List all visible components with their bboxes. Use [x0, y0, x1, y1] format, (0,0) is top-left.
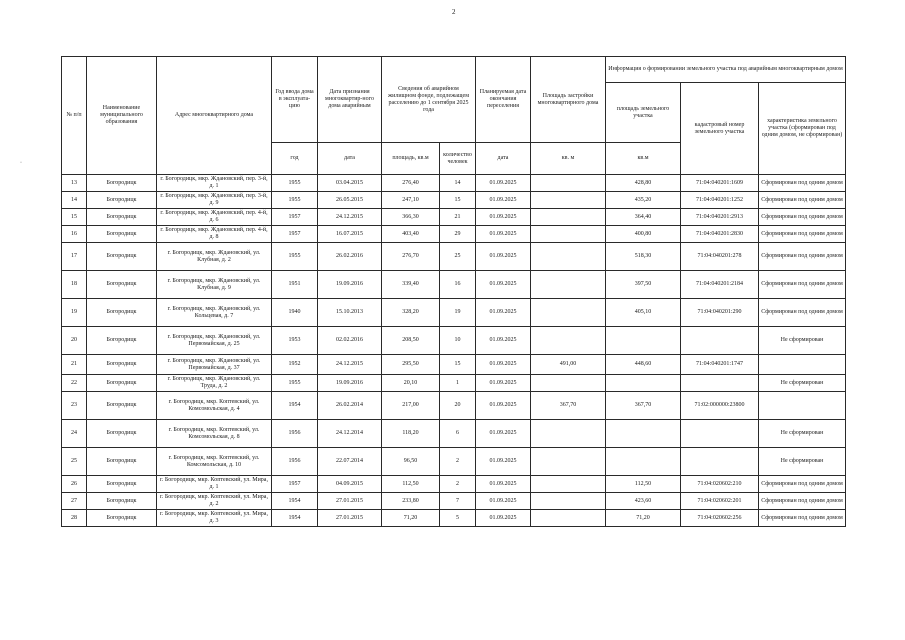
cell-address: г. Богородицк, мкр. Ждановский, пер. 3-й, д. 9 — [157, 192, 272, 209]
cell-building-area: 367,70 — [531, 392, 606, 420]
cell-people: 29 — [440, 226, 476, 243]
cell-characteristic: Сформирован под одним домом — [759, 175, 846, 192]
header-cadastral: кадастровый номер земельного участка — [681, 83, 759, 175]
cell-cadastral — [681, 420, 759, 448]
cell-planned-end: 01.09.2025 — [476, 209, 531, 226]
cell-characteristic: Сформирован под одним домом — [759, 226, 846, 243]
cell-num: 21 — [62, 355, 87, 375]
cell-area: 217,00 — [382, 392, 440, 420]
cell-municipality: Богородицк — [87, 271, 157, 299]
cell-area: 295,50 — [382, 355, 440, 375]
cell-recognition-date: 27.01.2015 — [318, 493, 382, 510]
cell-num: 25 — [62, 448, 87, 476]
cell-cadastral: 71:04:040201:2830 — [681, 226, 759, 243]
cell-area: 247,10 — [382, 192, 440, 209]
cell-building-area — [531, 209, 606, 226]
cell-people: 21 — [440, 209, 476, 226]
cell-planned-end: 01.09.2025 — [476, 271, 531, 299]
cell-municipality: Богородицк — [87, 510, 157, 527]
header-emergency-info: Сведения об аварийном жилищном фонде, подлежащем расселению до 1 сентября 2025 года — [382, 57, 476, 143]
cell-year: 1955 — [272, 243, 318, 271]
cell-year: 1957 — [272, 209, 318, 226]
cell-people: 1 — [440, 375, 476, 392]
cell-land-area: 112,50 — [606, 476, 681, 493]
cell-land-area: 448,60 — [606, 355, 681, 375]
cell-building-area — [531, 226, 606, 243]
cell-year: 1955 — [272, 375, 318, 392]
cell-address: г. Богородицк, мкр. Ждановский, пер. 4-й, д. 6 — [157, 209, 272, 226]
cell-num: 20 — [62, 327, 87, 355]
cell-building-area — [531, 510, 606, 527]
cell-recognition-date: 19.09.2016 — [318, 271, 382, 299]
cell-land-area: 364,40 — [606, 209, 681, 226]
table-row — [62, 327, 846, 355]
cell-area: 276,40 — [382, 175, 440, 192]
cell-people: 6 — [440, 420, 476, 448]
cell-planned-end: 01.09.2025 — [476, 327, 531, 355]
cell-building-area — [531, 175, 606, 192]
header-recognition-date: Дата признания многоквартир-ного дома аварийным — [318, 57, 382, 143]
cell-planned-end: 01.09.2025 — [476, 448, 531, 476]
cell-people: 7 — [440, 493, 476, 510]
cell-land-area — [606, 448, 681, 476]
cell-num: 19 — [62, 299, 87, 327]
cell-recognition-date: 24.12.2015 — [318, 355, 382, 375]
cell-planned-end: 01.09.2025 — [476, 510, 531, 527]
cell-planned-end: 01.09.2025 — [476, 175, 531, 192]
cell-year: 1956 — [272, 420, 318, 448]
cell-address: г. Богородицк, мкр. Коптевский, ул. Комсомольская, д. 8 — [157, 420, 272, 448]
cell-building-area — [531, 448, 606, 476]
cell-municipality: Богородицк — [87, 327, 157, 355]
table-row — [62, 375, 846, 392]
cell-recognition-date: 24.12.2014 — [318, 420, 382, 448]
cell-area: 96,50 — [382, 448, 440, 476]
cell-num: 27 — [62, 493, 87, 510]
cell-municipality: Богородицк — [87, 448, 157, 476]
table-row — [62, 299, 846, 327]
cell-building-area — [531, 420, 606, 448]
cell-building-area — [531, 192, 606, 209]
cell-area: 208,50 — [382, 327, 440, 355]
unit-area: площадь, кв.м — [382, 143, 440, 175]
page-number: 2 — [452, 8, 456, 16]
cell-address: г. Богородицк, мкр. Ждановский, ул. Клубная, д. 9 — [157, 271, 272, 299]
cell-planned-end: 01.09.2025 — [476, 299, 531, 327]
cell-building-area — [531, 493, 606, 510]
cell-num: 16 — [62, 226, 87, 243]
cell-building-area — [531, 299, 606, 327]
cell-municipality: Богородицк — [87, 299, 157, 327]
cell-num: 23 — [62, 392, 87, 420]
cell-year: 1954 — [272, 392, 318, 420]
cell-municipality: Богородицк — [87, 392, 157, 420]
cell-recognition-date: 26.02.2014 — [318, 392, 382, 420]
header-municipality: Наименование муниципального образования — [87, 57, 157, 175]
cell-land-area: 400,80 — [606, 226, 681, 243]
cell-people: 19 — [440, 299, 476, 327]
cell-people: 20 — [440, 392, 476, 420]
cell-characteristic: Не сформирован — [759, 448, 846, 476]
cell-people: 25 — [440, 243, 476, 271]
cell-characteristic: Сформирован под одним домом — [759, 493, 846, 510]
cell-address: г. Богородицк, мкр. Ждановский, ул. Клубная, д. 2 — [157, 243, 272, 271]
cell-cadastral: 71:02:000000:23800 — [681, 392, 759, 420]
cell-recognition-date: 03.04.2015 — [318, 175, 382, 192]
cell-area: 339,40 — [382, 271, 440, 299]
cell-land-area: 405,10 — [606, 299, 681, 327]
cell-area: 328,20 — [382, 299, 440, 327]
cell-people: 14 — [440, 175, 476, 192]
cell-year: 1956 — [272, 448, 318, 476]
cell-cadastral: 71:04:020602:256 — [681, 510, 759, 527]
cell-characteristic: Сформирован под одним домом — [759, 299, 846, 327]
cell-land-area: 518,30 — [606, 243, 681, 271]
cell-building-area — [531, 271, 606, 299]
cell-characteristic: Сформирован под одним домом — [759, 510, 846, 527]
cell-people: 16 — [440, 271, 476, 299]
cell-num: 15 — [62, 209, 87, 226]
cell-land-area: 71,20 — [606, 510, 681, 527]
cell-year: 1955 — [272, 175, 318, 192]
cell-recognition-date: 27.01.2015 — [318, 510, 382, 527]
cell-land-area: 367,70 — [606, 392, 681, 420]
cell-recognition-date: 02.02.2016 — [318, 327, 382, 355]
cell-building-area — [531, 375, 606, 392]
cell-municipality: Богородицк — [87, 375, 157, 392]
cell-area: 276,70 — [382, 243, 440, 271]
cell-num: 13 — [62, 175, 87, 192]
cell-cadastral: 71:04:040201:278 — [681, 243, 759, 271]
cell-building-area — [531, 476, 606, 493]
cell-building-area: 491,00 — [531, 355, 606, 375]
header-land-info: Информация о формировании земельного участка под аварийным многоквартирным домом — [606, 57, 846, 83]
cell-planned-end: 01.09.2025 — [476, 355, 531, 375]
table-row — [62, 448, 846, 476]
table-row — [62, 192, 846, 209]
header-address: Адрес многоквартирного дома — [157, 57, 272, 175]
cell-address: г. Богородицк, мкр. Коптевский, ул. Мира, д. 3 — [157, 510, 272, 527]
table-row — [62, 392, 846, 420]
unit-planned-date: дата — [476, 143, 531, 175]
cell-address: г. Богородицк, мкр. Коптевский, ул. Мира, д. 1 — [157, 476, 272, 493]
cell-building-area — [531, 327, 606, 355]
cell-planned-end: 01.09.2025 — [476, 243, 531, 271]
header-building-area: Площадь застройки многоквартирного дома — [531, 57, 606, 143]
cell-num: 28 — [62, 510, 87, 527]
unit-land-area: кв.м — [606, 143, 681, 175]
cell-characteristic — [759, 392, 846, 420]
unit-building-area: кв. м — [531, 143, 606, 175]
cell-year: 1955 — [272, 192, 318, 209]
cell-cadastral — [681, 448, 759, 476]
cell-year: 1957 — [272, 476, 318, 493]
cell-recognition-date: 04.09.2015 — [318, 476, 382, 493]
cell-year: 1954 — [272, 493, 318, 510]
cell-num: 14 — [62, 192, 87, 209]
cell-num: 22 — [62, 375, 87, 392]
cell-planned-end: 01.09.2025 — [476, 476, 531, 493]
cell-address: г. Богородицк, мкр. Ждановский, пер. 3-й, д. 1 — [157, 175, 272, 192]
cell-municipality: Богородицк — [87, 175, 157, 192]
cell-area: 20,10 — [382, 375, 440, 392]
cell-cadastral: 71:04:040201:1747 — [681, 355, 759, 375]
cell-address: г. Богородицк, мкр. Коптевский, ул. Комсомольская, д. 4 — [157, 392, 272, 420]
cell-num: 17 — [62, 243, 87, 271]
cell-address: г. Богородицк, мкр. Коптевский, ул. Мира, д. 2 — [157, 493, 272, 510]
header-num: № п/п — [62, 57, 87, 175]
table-row — [62, 271, 846, 299]
cell-area: 366,30 — [382, 209, 440, 226]
cell-land-area — [606, 420, 681, 448]
cell-municipality: Богородицк — [87, 355, 157, 375]
unit-date: дата — [318, 143, 382, 175]
cell-cadastral: 71:04:040201:1609 — [681, 175, 759, 192]
cell-land-area: 435,20 — [606, 192, 681, 209]
cell-cadastral: 71:04:020602:210 — [681, 476, 759, 493]
cell-recognition-date: 24.12.2015 — [318, 209, 382, 226]
table-row — [62, 243, 846, 271]
cell-municipality: Богородицк — [87, 226, 157, 243]
cell-address: г. Богородицк, мкр. Ждановский, ул. Первомайская, д. 37 — [157, 355, 272, 375]
cell-characteristic: Сформирован под одним домом — [759, 476, 846, 493]
cell-characteristic: Не сформирован — [759, 375, 846, 392]
unit-year: год — [272, 143, 318, 175]
cell-planned-end: 01.09.2025 — [476, 226, 531, 243]
cell-characteristic: Не сформирован — [759, 327, 846, 355]
cell-cadastral — [681, 327, 759, 355]
cell-municipality: Богородицк — [87, 209, 157, 226]
cell-people: 2 — [440, 448, 476, 476]
cell-area: 403,40 — [382, 226, 440, 243]
cell-planned-end: 01.09.2025 — [476, 192, 531, 209]
cell-cadastral: 71:04:020602:201 — [681, 493, 759, 510]
table-row — [62, 226, 846, 243]
cell-land-area: 423,60 — [606, 493, 681, 510]
cell-people: 15 — [440, 192, 476, 209]
cell-people: 2 — [440, 476, 476, 493]
table-row — [62, 209, 846, 226]
unit-people: количество человек — [440, 143, 476, 175]
table-row — [62, 493, 846, 510]
cell-recognition-date: 16.07.2015 — [318, 226, 382, 243]
cell-characteristic — [759, 355, 846, 375]
cell-cadastral: 71:04:040201:2913 — [681, 209, 759, 226]
table-row — [62, 420, 846, 448]
emergency-housing-table — [61, 56, 846, 527]
cell-recognition-date: 22.07.2014 — [318, 448, 382, 476]
header-characteristic: характеристика земельного участка (сформирован под одним домом, не сформирован) — [759, 83, 846, 175]
cell-area: 71,20 — [382, 510, 440, 527]
cell-recognition-date: 26.02.2016 — [318, 243, 382, 271]
cell-year: 1957 — [272, 226, 318, 243]
cell-land-area: 428,80 — [606, 175, 681, 192]
header-year: Год ввода дома в эксплуата-цию — [272, 57, 318, 143]
cell-characteristic: Сформирован под одним домом — [759, 271, 846, 299]
cell-address: г. Богородицк, мкр. Ждановский, ул. Кольцевая, д. 7 — [157, 299, 272, 327]
cell-cadastral: 71:04:040201:2184 — [681, 271, 759, 299]
table-row — [62, 175, 846, 192]
cell-people: 15 — [440, 355, 476, 375]
cell-cadastral: 71:04:040201:1252 — [681, 192, 759, 209]
stray-mark: · — [20, 160, 22, 166]
cell-num: 24 — [62, 420, 87, 448]
cell-year: 1940 — [272, 299, 318, 327]
cell-municipality: Богородицк — [87, 493, 157, 510]
cell-characteristic: Сформирован под одним домом — [759, 192, 846, 209]
cell-recognition-date: 15.10.2013 — [318, 299, 382, 327]
cell-year: 1951 — [272, 271, 318, 299]
cell-building-area — [531, 243, 606, 271]
header-land-area: площадь земельного участка — [606, 83, 681, 143]
cell-people: 10 — [440, 327, 476, 355]
cell-num: 18 — [62, 271, 87, 299]
cell-characteristic: Сформирован под одним домом — [759, 209, 846, 226]
cell-cadastral: 71:04:040201:290 — [681, 299, 759, 327]
cell-planned-end: 01.09.2025 — [476, 392, 531, 420]
cell-recognition-date: 26.05.2015 — [318, 192, 382, 209]
cell-year: 1953 — [272, 327, 318, 355]
cell-characteristic: Не сформирован — [759, 420, 846, 448]
cell-planned-end: 01.09.2025 — [476, 375, 531, 392]
cell-municipality: Богородицк — [87, 420, 157, 448]
cell-land-area: 397,50 — [606, 271, 681, 299]
cell-cadastral — [681, 375, 759, 392]
cell-num: 26 — [62, 476, 87, 493]
cell-land-area — [606, 375, 681, 392]
cell-area: 112,50 — [382, 476, 440, 493]
cell-characteristic: Сформирован под одним домом — [759, 243, 846, 271]
table-row — [62, 476, 846, 493]
cell-year: 1952 — [272, 355, 318, 375]
cell-land-area — [606, 327, 681, 355]
cell-address: г. Богородицк, мкр. Ждановский, ул. Первомайская, д. 25 — [157, 327, 272, 355]
cell-recognition-date: 19.09.2016 — [318, 375, 382, 392]
cell-year: 1954 — [272, 510, 318, 527]
cell-municipality: Богородицк — [87, 192, 157, 209]
cell-planned-end: 01.09.2025 — [476, 493, 531, 510]
table-row — [62, 510, 846, 527]
cell-planned-end: 01.09.2025 — [476, 420, 531, 448]
cell-people: 5 — [440, 510, 476, 527]
cell-address: г. Богородицк, мкр. Коптевский, ул. Комсомольская, д. 10 — [157, 448, 272, 476]
cell-address: г. Богородицк, мкр. Ждановский, пер. 4-й, д. 8 — [157, 226, 272, 243]
table-row — [62, 355, 846, 375]
cell-area: 118,20 — [382, 420, 440, 448]
cell-address: г. Богородицк, мкр. Ждановский, ул. Труда, д. 2 — [157, 375, 272, 392]
cell-municipality: Богородицк — [87, 243, 157, 271]
header-planned-end: Планируемая дата окончания переселения — [476, 57, 531, 143]
cell-area: 233,80 — [382, 493, 440, 510]
cell-municipality: Богородицк — [87, 476, 157, 493]
